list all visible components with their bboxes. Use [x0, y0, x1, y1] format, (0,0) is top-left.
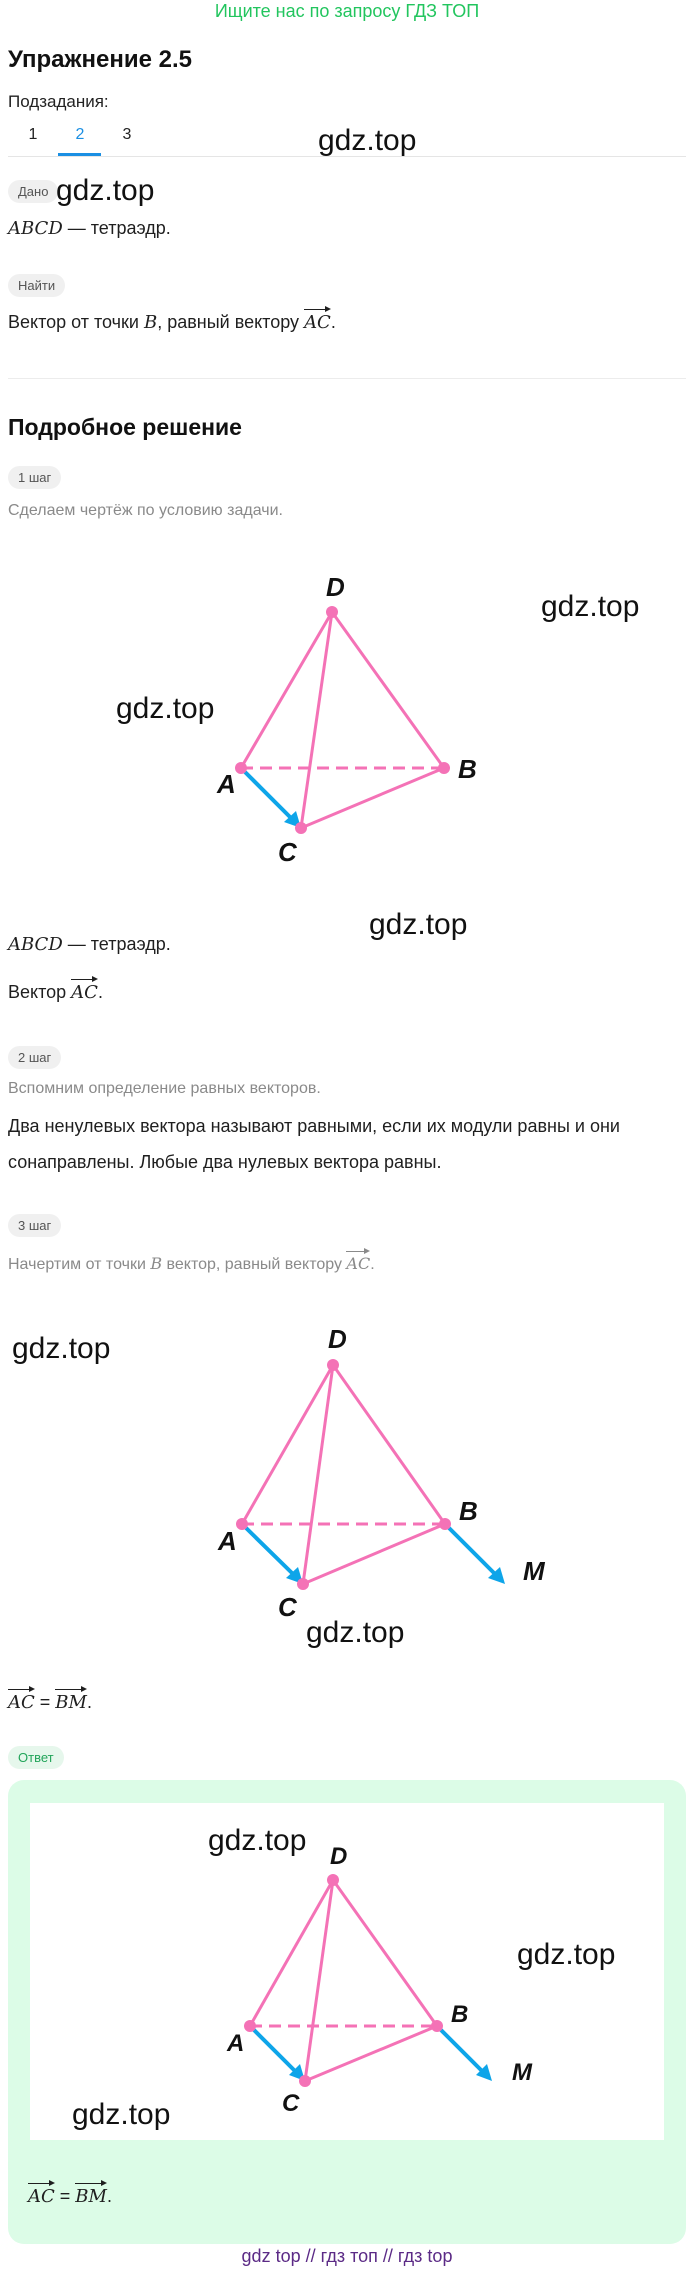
given-badge: Дано [8, 180, 58, 203]
step3-note: Начертим от точки B вектор, равный вектору AC. [8, 1248, 375, 1274]
edge-db [333, 1880, 437, 2026]
edge-cb [301, 768, 444, 828]
step2-note: Вспомним определение равных векторов. [8, 1080, 321, 1097]
find-text: Вектор от точки B, равный вектору AC. [8, 306, 336, 333]
label-c: C [282, 2090, 300, 2117]
step3-badge: 3 шаг [8, 1214, 61, 1237]
label-c: C [278, 1592, 297, 1622]
label-d: D [328, 1324, 347, 1354]
subtasks-label: Подзадания: [8, 92, 109, 111]
label-a: A [227, 2030, 245, 2057]
edge-db [332, 612, 444, 768]
point-d [327, 1874, 339, 1886]
step2-line2: сонаправлены. Любые два нулевых вектора равны. [8, 1152, 442, 1172]
step1-line2: Вектор AC. [8, 976, 103, 1003]
watermark: gdz.top [369, 908, 468, 941]
watermark: gdz.top [306, 1616, 405, 1649]
edge-cb [303, 1524, 445, 1584]
step1-line1: ABCD — тетраэдр. [8, 934, 171, 955]
edge-ad [250, 1880, 333, 2026]
watermark: gdz.top [541, 590, 640, 623]
point-a [244, 2020, 256, 2032]
watermark: gdz.top [208, 1824, 307, 1857]
label-b: B [459, 1496, 478, 1526]
step2-line1: Два ненулевых вектора называют равными, если их модули равны и они [8, 1116, 620, 1136]
edge-cb [305, 2026, 437, 2081]
watermark: gdz.top [72, 2098, 171, 2131]
label-m: M [523, 1556, 545, 1586]
label-m: M [512, 2059, 532, 2086]
exercise-title: Упражнение 2.5 [8, 46, 193, 73]
tab-1[interactable]: 1 [28, 126, 38, 143]
vector-bm [437, 2026, 483, 2072]
watermark: gdz.top [318, 124, 417, 157]
point-b [438, 762, 450, 774]
tetrahedron-figure-2 [180, 1310, 580, 1630]
point-c [299, 2075, 311, 2087]
answer-equation: AC = BM. [28, 2180, 112, 2207]
given-text: ABCD — тетраэдр. [8, 218, 171, 239]
vector-bm [445, 1524, 495, 1574]
edge-db [333, 1365, 445, 1524]
step3-equation: AC = BM. [8, 1686, 92, 1713]
point-c [295, 822, 307, 834]
point-b [439, 1518, 451, 1530]
answer-badge: Ответ [8, 1746, 64, 1769]
point-b [431, 2020, 443, 2032]
watermark: gdz.top [56, 174, 155, 207]
point-d [327, 1359, 339, 1371]
point-d [326, 606, 338, 618]
edge-ad [242, 1365, 333, 1524]
watermark: gdz.top [12, 1332, 111, 1365]
label-a: A [217, 769, 236, 799]
footer-links[interactable]: gdz top // гдз топ // гдз top [241, 2246, 453, 2266]
top-search-link[interactable]: Ищите нас по запросу ГДЗ ТОП [214, 1, 480, 21]
edge-dc [305, 1880, 333, 2081]
solution-title: Подробное решение [8, 414, 242, 440]
find-badge: Найти [8, 274, 65, 297]
step1-note: Сделаем чертёж по условию задачи. [8, 502, 283, 519]
point-c [297, 1578, 309, 1590]
point-a [235, 762, 247, 774]
watermark: gdz.top [517, 1938, 616, 1971]
label-d: D [326, 572, 345, 602]
active-tab-indicator [58, 153, 101, 156]
watermark: gdz.top [116, 692, 215, 725]
tab-2[interactable]: 2 [75, 126, 85, 143]
tetrahedron-figure-answer [200, 1826, 540, 2126]
label-b: B [458, 754, 477, 784]
vector-ac [241, 768, 291, 818]
label-d: D [330, 1843, 348, 1870]
point-a [236, 1518, 248, 1530]
edge-dc [301, 612, 332, 828]
edge-dc [303, 1365, 333, 1584]
label-a: A [218, 1526, 237, 1556]
divider [8, 378, 686, 379]
tab-3[interactable]: 3 [122, 126, 132, 143]
vector-ac [250, 2026, 296, 2072]
label-b: B [451, 2001, 469, 2028]
step2-badge: 2 шаг [8, 1046, 61, 1069]
vector-ac [242, 1524, 293, 1574]
label-c: C [278, 837, 297, 867]
step1-badge: 1 шаг [8, 466, 61, 489]
edge-ad [241, 612, 332, 768]
tetrahedron-figure-1 [180, 560, 500, 880]
